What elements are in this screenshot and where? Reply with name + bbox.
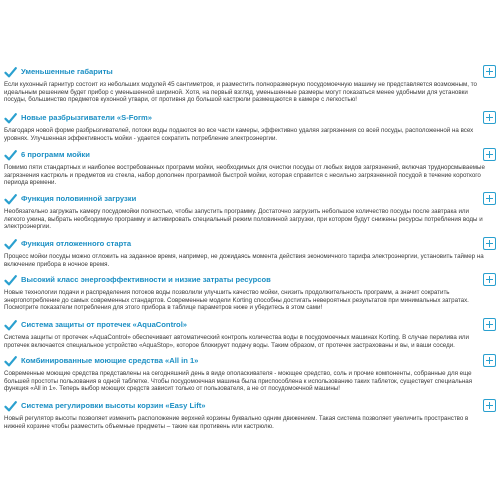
feature-header[interactable] <box>0 318 500 334</box>
feature-header[interactable] <box>0 354 500 370</box>
checkmark-icon <box>4 319 17 332</box>
expand-plus-icon[interactable] <box>483 318 496 331</box>
expand-plus-icon[interactable] <box>483 237 496 250</box>
feature-item <box>0 237 500 268</box>
feature-header[interactable] <box>0 192 500 208</box>
checkmark-icon <box>4 274 17 287</box>
feature-item <box>0 399 500 430</box>
feature-item <box>0 318 500 349</box>
feature-header[interactable] <box>0 148 500 164</box>
feature-title: Функция отложенного старта <box>21 239 132 248</box>
feature-description: Благодаря новой форме разбрызгивателей, потоки воды подаются во все части камеры, эффективно удаляя загрязнения со всей посуды, расположенной на всех уровнях. Улучшенная эффективность мойки - удается сократить потребление электроэнергии. <box>4 127 474 142</box>
feature-item <box>0 354 500 393</box>
checkmark-icon <box>4 238 17 251</box>
feature-item <box>0 192 500 231</box>
expand-plus-icon[interactable] <box>483 399 496 412</box>
feature-description: Помимо пяти стандартных и наиболее востребованных программ мойки, необходимых для очистки посуды от любых видов загрязнений, включая труднорсмываемые загрязнения кастрюль и предметов из стекла, набор дополнен программой быстрой мойки, которая справится с несильно загрязненной посудой в течение короткого периода времени. <box>4 164 485 187</box>
feature-header[interactable] <box>0 65 500 81</box>
feature-title: Функция половинной загрузки <box>21 194 137 203</box>
feature-title: Комбинированные моющие средства «All in 1» <box>21 356 199 365</box>
feature-item <box>0 65 500 104</box>
expand-plus-icon[interactable] <box>483 111 496 124</box>
feature-header[interactable] <box>0 111 500 127</box>
feature-header[interactable] <box>0 273 500 289</box>
feature-description: Необязательно загружать камеру посудомойки полностью, чтобы запустить программу. Достаточно загрузить небольшое количество посуды после завтрака или легкого ужина, выбрать необходимую программу и активировать специальный режим половинной загрузки, при котором будут снижены ресурсы потребления воды и электроэнергии. <box>4 208 483 231</box>
checkmark-icon <box>4 66 17 79</box>
checkmark-icon <box>4 149 17 162</box>
feature-description: Новые технологии подачи и распределения потоков воды позволили улучшить качество мойки, снизить продолжительность программ, а значит сократить энергопотребление до самых современных стандартов. Современные модели Korting способны достигать невероятных результатов при минимальных затратах. Посмотрите показатели потребления для этого прибора в таблице параметров ниже и убедитесь в этом сами! <box>4 289 469 312</box>
feature-title: Система регулировки высоты корзин «Easy Lift» <box>21 401 206 410</box>
feature-header[interactable] <box>0 399 500 415</box>
feature-description: Система защиты от протечек «AquaControl» обеспечивает автоматический контроль количества воды в посудомоечных машинах Korting. В случае перелива или протечек включается специальное устройство «AquaStop», которое блокирует подачу воды. Таким образом, от протечек застрахованы и вы, и ваши соседи. <box>4 334 469 349</box>
feature-item <box>0 111 500 142</box>
checkmark-icon <box>4 355 17 368</box>
feature-title: 6 программ мойки <box>21 150 90 159</box>
feature-header[interactable] <box>0 237 500 253</box>
feature-item <box>0 273 500 312</box>
feature-description: Современные моющие средства представлены на сегодняшний день в виде ополаскивателя - моющее средство, соль и прочие компоненты, собранные для еще большей простоты пользования в одной таблетке. Чтобы посудомоечная машина была приспособлена к использованию таких таблеток, существует специальная функция «All in 1». Теперь выбор моющих средств зависит только от пользователя, а не от посудомоечной машины! <box>4 370 473 393</box>
feature-title: Система защиты от протечек «AquaControl» <box>21 320 188 329</box>
expand-plus-icon[interactable] <box>483 148 496 161</box>
feature-title: Уменьшенные габариты <box>21 67 113 76</box>
expand-plus-icon[interactable] <box>483 65 496 78</box>
expand-plus-icon[interactable] <box>483 273 496 286</box>
expand-plus-icon[interactable] <box>483 192 496 205</box>
checkmark-icon <box>4 193 17 206</box>
feature-description: Процесс мойки посуды можно отложить на заданное время, например, не дожидаясь момента действия экономичного тарифа электроэнергии, установить таймер на включение прибора в ночное время. <box>4 253 484 268</box>
feature-description: Новый регулятор высоты позволяет изменить расположение верхней корзины буквально одним движением. Такая система позволяет увеличить пространство в нижней корзине чтобы разместить объемные предметы – такие как противень или кастрюлю. <box>4 415 469 430</box>
checkmark-icon <box>4 400 17 413</box>
expand-plus-icon[interactable] <box>483 354 496 367</box>
feature-title: Высокий класс энергоэффективности и низкие затраты ресурсов <box>21 275 271 284</box>
checkmark-icon <box>4 112 17 125</box>
feature-title: Новые разбрызгиватели «S-Form» <box>21 113 152 122</box>
feature-description: Если кухонный гарнитур состоит из небольших модулей 45 сантиметров, и разместить полноразмерную посудомоечную машину не представляется возможным, то идеальным решением будет прибор с уменьшенной шириной. Хотя, на первый взгляд, уменьшенные размеры могут показаться менее удобными для установки посуды, большинство предметов кухонной утвари, от противня до большой кастрюли размещаются в камере с легкостью! <box>4 81 477 104</box>
feature-item <box>0 148 500 187</box>
